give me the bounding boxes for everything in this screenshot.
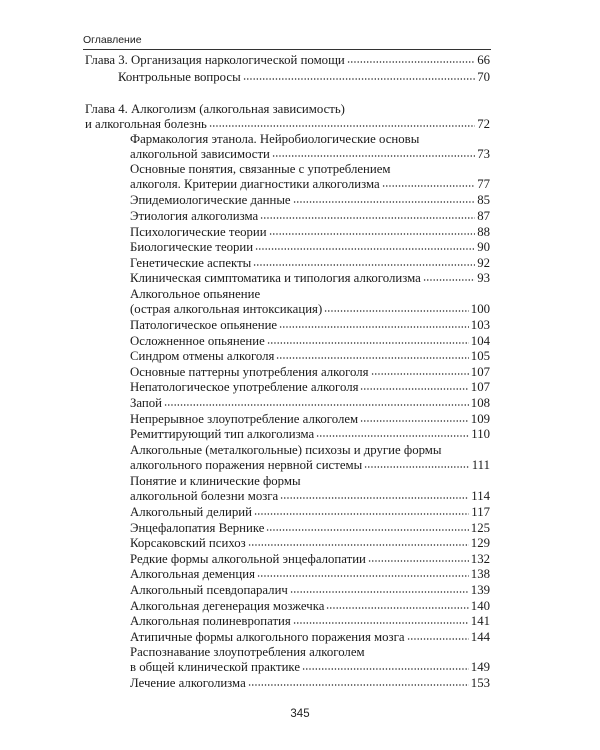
toc-entry-page: 66 [477,53,490,67]
toc-entry-page: 117 [471,505,490,519]
toc-entry-page: 92 [477,256,490,270]
toc-entry-page: 153 [470,676,490,690]
toc-entry [130,426,490,442]
toc-entry [130,535,490,551]
toc-entry-title: Алкогольное опьянение [130,287,261,301]
toc-entry [85,116,490,132]
toc-entry-title: Осложненное опьянение [130,334,265,348]
toc-entry-title: Алкогольная дегенерация мозжечка [130,599,325,613]
dot-leader [360,387,468,391]
toc-entry [130,333,490,349]
toc-entry [118,69,490,85]
dot-leader [368,559,469,563]
toc-entry-title: Контрольные вопросы [118,70,241,84]
toc-entry-title: Лечение алкоголизма [130,676,246,690]
dot-leader [209,124,475,128]
toc-entry-title: в общей клинической практике [130,660,301,674]
toc-entry [130,255,490,271]
dot-leader [302,667,469,671]
dot-leader [266,528,468,532]
toc-entry-page: 72 [477,117,490,131]
toc-entry [130,613,490,629]
toc-entry-title: Распознавание злоупотребления алкоголем [130,645,365,659]
toc-entry-page: 114 [471,489,490,503]
toc-entry [85,52,490,68]
toc-entry [130,582,490,598]
toc-entry-page: 129 [470,536,490,550]
toc-entry-title: Запой [130,396,163,410]
dot-leader [276,356,468,360]
toc-entry-page: 70 [477,70,490,84]
toc-entry-page: 140 [470,599,490,613]
toc-entry-title: Алкогольная полиневропатия [130,614,291,628]
toc-entry-title: Глава 3. Организация наркологической помощи [85,53,345,67]
toc-entry [130,488,490,504]
toc-entry-title: Алкогольная деменция [130,567,255,581]
dot-leader [293,621,469,625]
dot-leader [316,434,469,438]
toc-entry-page: 138 [470,567,490,581]
toc-entry [130,629,490,645]
dot-leader [423,278,475,282]
toc-entry [130,551,490,567]
dot-leader [248,683,469,687]
toc-entry [130,161,391,177]
dot-leader [272,154,475,158]
toc-entry [130,442,442,458]
toc-entry-title: Атипичные формы алкогольного поражения мозга [130,630,405,644]
toc-entry-page: 125 [470,521,490,535]
toc-entry-title: Непрерывное злоупотребление алкоголем [130,412,359,426]
dot-leader [260,216,475,220]
dot-leader [347,60,475,64]
dot-leader [364,465,470,469]
toc-entry-title: Понятие и клинические формы [130,474,301,488]
toc-entry-page: 141 [470,614,490,628]
toc-entry [130,411,490,427]
toc-entry [130,395,490,411]
dot-leader [269,232,476,236]
toc-entry [130,270,490,286]
toc-entry-title: Основные паттерны употребления алкоголя [130,365,369,379]
toc-entry-page: 104 [470,334,490,348]
toc-entry-page: 88 [477,225,490,239]
toc-entry-page: 100 [470,302,490,316]
toc-entry-title: Алкогольный псевдопаралич [130,583,288,597]
toc-entry-page: 107 [470,380,490,394]
toc-entry-page: 144 [470,630,490,644]
toc-entry-title: Фармакология этанола. Нейробиологические основы [130,132,420,146]
dot-leader [254,512,469,516]
toc-entry-title: Основные понятия, связанные с употреблением [130,162,391,176]
toc-entry [130,224,490,240]
toc-entry [130,192,490,208]
dot-leader [326,606,468,610]
toc-entry-title: и алкогольная болезнь [85,117,207,131]
toc-entry-title: Патологическое опьянение [130,318,278,332]
dot-leader [257,574,469,578]
toc-entry [130,301,490,317]
toc-entry-page: 90 [477,240,490,254]
toc-entry-title: алкогольной болезни мозга [130,489,279,503]
toc-entry [130,644,365,660]
toc-entry [130,364,490,380]
toc-entry-page: 73 [477,147,490,161]
toc-entry-page: 139 [470,583,490,597]
dot-leader [243,77,476,81]
toc-entry-page: 77 [477,177,490,191]
toc-entry-title: Клиническая симптоматика и типология алкоголизма [130,271,421,285]
toc-entry [130,131,419,147]
toc-entry-title: Редкие формы алкогольной энцефалопатии [130,552,366,566]
toc-entry-title: Алкогольный делирий [130,505,252,519]
dot-leader [382,184,476,188]
toc-entry [130,348,490,364]
dot-leader [371,372,469,376]
toc-entry-title: Этиология алкоголизма [130,209,259,223]
toc-entry [130,286,260,302]
dot-leader [248,543,469,547]
toc-entry [130,379,490,395]
dot-leader [253,263,475,267]
toc-entry-title: Психологические теории [130,225,267,239]
toc-entry-title: Ремиттирующий тип алкоголизма [130,427,315,441]
toc-entry [130,208,490,224]
toc-entry-page: 109 [470,412,490,426]
toc-entry-page: 107 [470,365,490,379]
toc-entry-title: Глава 4. Алкоголизм (алкогольная зависимость) [85,102,345,116]
toc-entry-page: 132 [470,552,490,566]
toc-entry-title: Биологические теории [130,240,254,254]
toc-entry [130,176,490,192]
toc-entry [85,101,345,117]
toc-entry [130,659,490,675]
dot-leader [255,247,475,251]
dot-leader [324,309,469,313]
running-head: Оглавление [83,34,142,46]
toc-entry-title: алкогольного поражения нервной системы [130,458,363,472]
toc-entry-title: Генетические аспекты [130,256,252,270]
dot-leader [267,341,469,345]
dot-leader [279,325,469,329]
toc-entry-page: 85 [477,193,490,207]
toc-entry [130,317,490,333]
dot-leader [407,637,469,641]
toc-entry [130,566,490,582]
toc-entry-page: 87 [477,209,490,223]
toc-entry [130,598,490,614]
dot-leader [360,419,469,423]
page-number: 345 [290,708,310,720]
toc-entry-title: (острая алкогольная интоксикация) [130,302,323,316]
toc-entry-title: Корсаковский психоз [130,536,246,550]
dot-leader [164,403,469,407]
toc-entry-page: 93 [477,271,490,285]
toc-entry-title: алкогольной зависимости [130,147,270,161]
toc-entry [130,239,490,255]
dot-leader [290,590,469,594]
toc-entry-page: 149 [470,660,490,674]
toc-entry [130,146,490,162]
toc-entry-page: 111 [471,458,490,472]
toc-entry-title: Энцефалопатия Вернике [130,521,265,535]
dot-leader [280,496,469,500]
dot-leader [293,200,476,204]
toc-entry [130,520,490,536]
toc-entry [130,504,490,520]
toc-entry-page: 108 [470,396,490,410]
toc-entry-page: 110 [471,427,490,441]
toc-entry-title: Эпидемиологические данные [130,193,291,207]
toc-entry-title: Алкогольные (металкогольные) психозы и другие формы [130,443,442,457]
toc-entry [130,473,301,489]
toc-entry-title: Синдром отмены алкоголя [130,349,275,363]
toc-entry-page: 105 [470,349,490,363]
toc-entry-title: Непатологическое употребление алкоголя [130,380,359,394]
toc-entry-title: алкоголя. Критерии диагностики алкоголизма [130,177,380,191]
toc-entry [130,457,490,473]
toc-entry-page: 103 [470,318,490,332]
toc-entry [130,675,490,691]
